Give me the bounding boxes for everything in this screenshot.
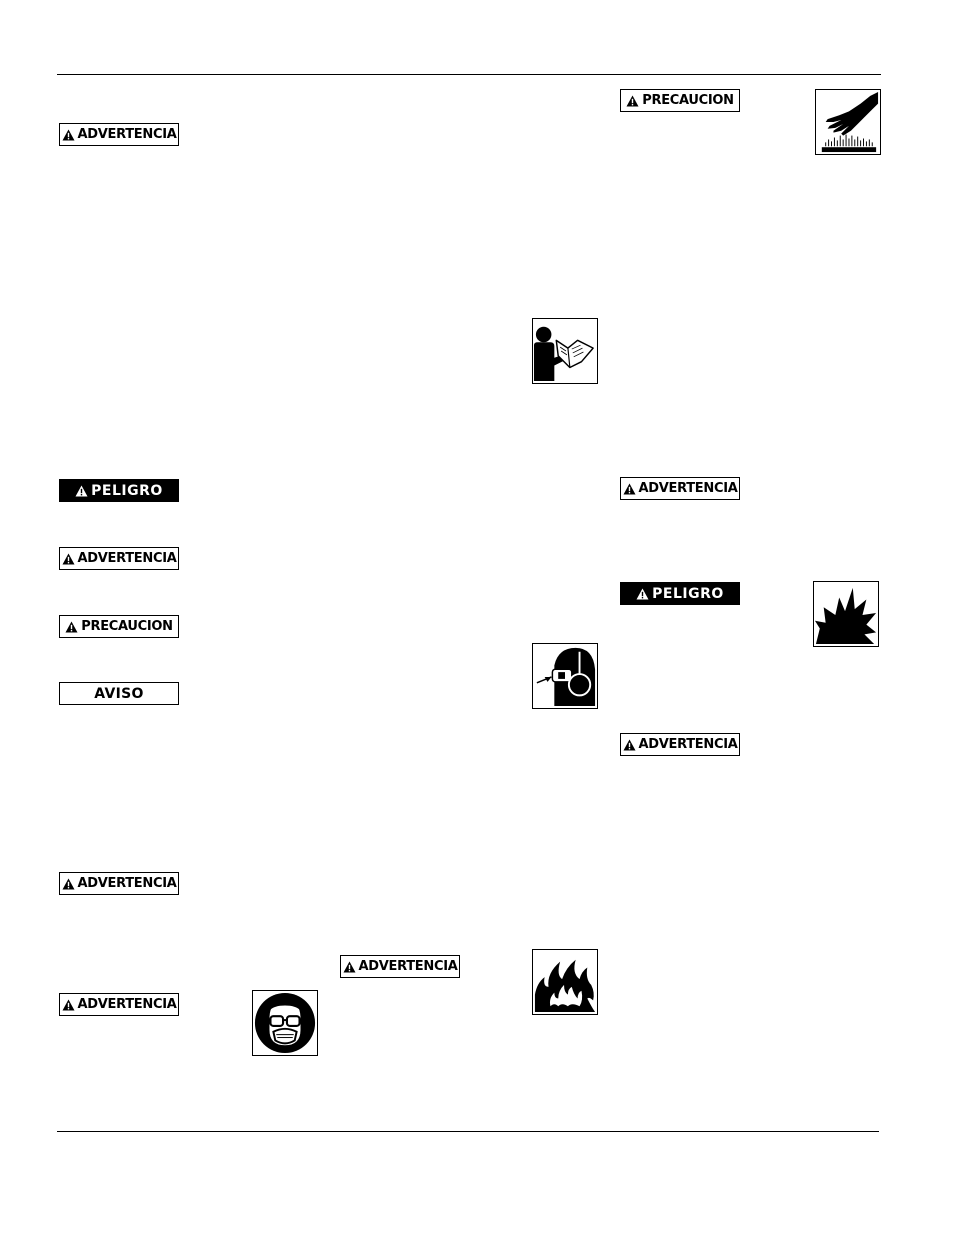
warning-triangle-icon: [623, 483, 636, 495]
advertencia-text: ADVERTENCIA: [77, 876, 177, 891]
aviso-text: AVISO: [94, 685, 144, 702]
precaucion-label: [59, 615, 179, 638]
advertencia-text: ADVERTENCIA: [77, 997, 177, 1012]
advertencia-label: [59, 993, 179, 1016]
warning-triangle-icon: [343, 961, 356, 973]
peligro-text: PELIGRO: [652, 585, 724, 602]
peligro-text: PELIGRO: [91, 482, 163, 499]
advertencia-text: ADVERTENCIA: [638, 737, 738, 752]
respirator-goggles-icon: [252, 990, 318, 1056]
aviso-label: [59, 682, 179, 705]
advertencia-text: ADVERTENCIA: [638, 481, 738, 496]
warning-triangle-icon: [62, 129, 75, 141]
advertencia-label: [59, 123, 179, 146]
peligro-label: [620, 582, 740, 605]
bottom-rule: [57, 1131, 879, 1132]
advertencia-text: ADVERTENCIA: [358, 959, 458, 974]
advertencia-label: [59, 872, 179, 895]
warning-triangle-icon: [623, 739, 636, 751]
precaucion-label: [620, 89, 740, 112]
warning-triangle-icon: [636, 588, 649, 600]
explosion-icon: [813, 581, 879, 647]
top-rule: [57, 74, 881, 75]
read-manual-icon: [532, 318, 598, 384]
advertencia-text: ADVERTENCIA: [77, 127, 177, 142]
warning-triangle-icon: [65, 621, 78, 633]
advertencia-label: [340, 955, 460, 978]
advertencia-label: [59, 547, 179, 570]
peligro-label: [59, 479, 179, 502]
fire-icon: [532, 949, 598, 1015]
warning-triangle-icon: [75, 485, 88, 497]
warning-triangle-icon: [626, 95, 639, 107]
eye-ear-protection-icon: [532, 643, 598, 709]
hot-surface-icon: [815, 89, 881, 155]
advertencia-label: [620, 733, 740, 756]
advertencia-text: ADVERTENCIA: [77, 551, 177, 566]
warning-triangle-icon: [62, 878, 75, 890]
warning-triangle-icon: [62, 999, 75, 1011]
warning-triangle-icon: [62, 553, 75, 565]
advertencia-label: [620, 477, 740, 500]
precaucion-text: PRECAUCION: [642, 93, 734, 108]
precaucion-text: PRECAUCION: [81, 619, 173, 634]
